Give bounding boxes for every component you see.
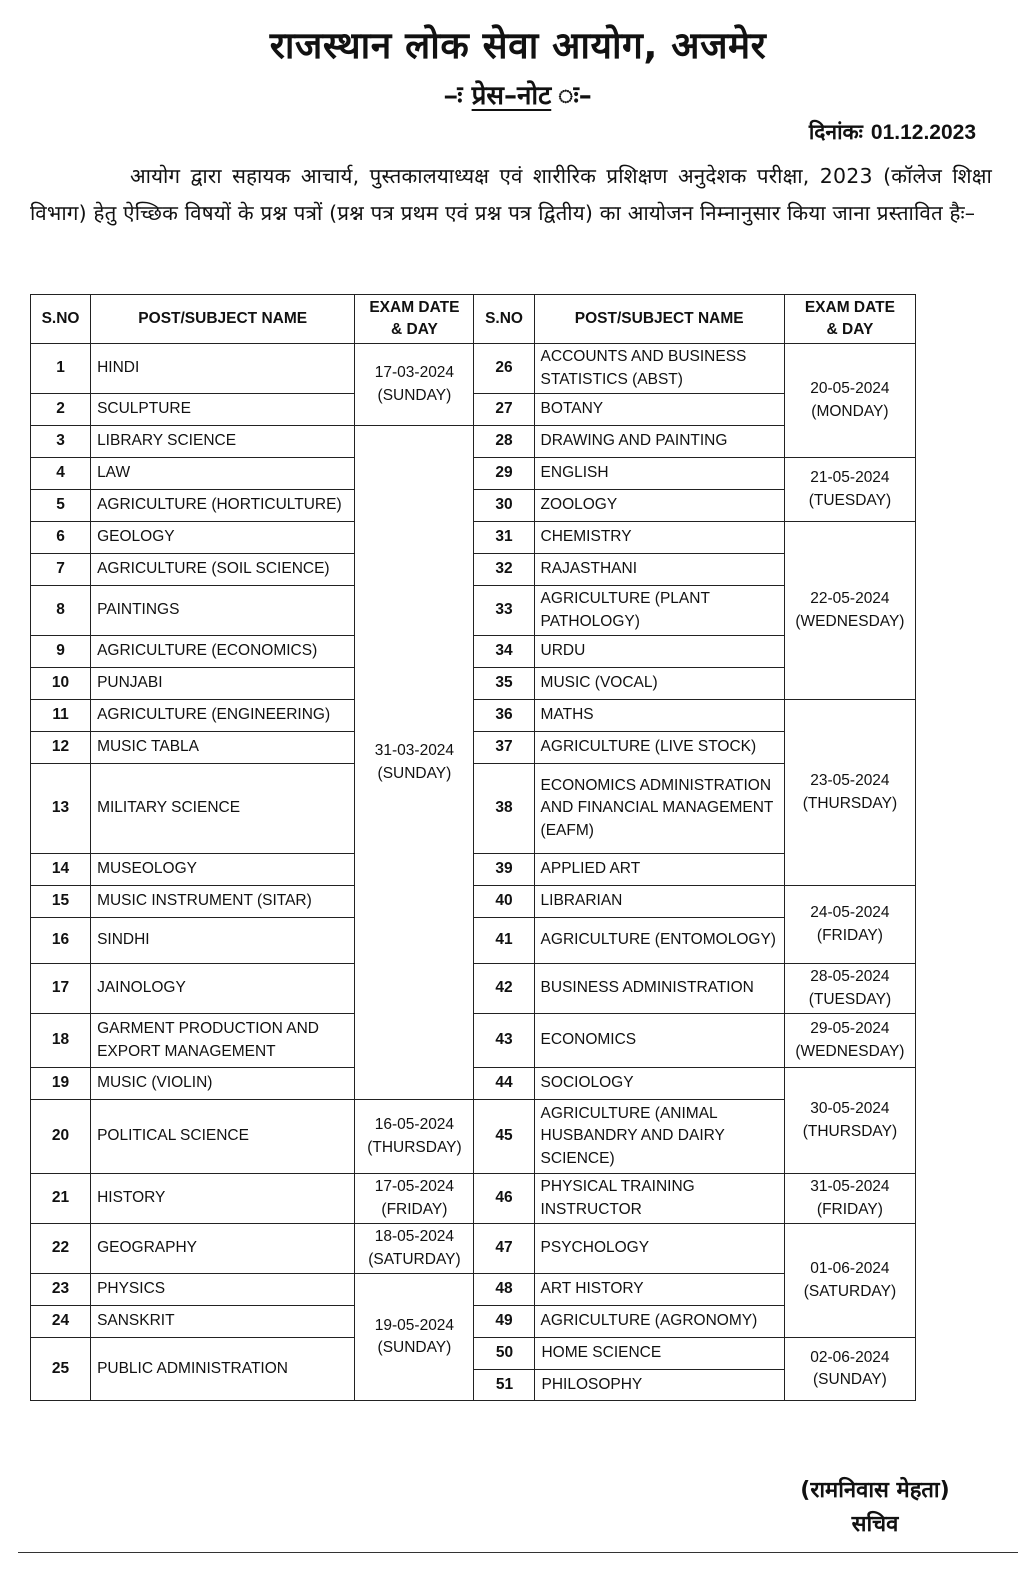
exam-date-cell [784,522,915,700]
subject-name: MUSIC (VIOLIN) [91,1068,355,1100]
exam-schedule-table [30,294,916,1401]
table-row [31,764,916,854]
serial-number: 18 [31,1014,91,1068]
header-date-line1: EXAM DATE [804,298,895,316]
exam-day: (SATURDAY) [368,1250,461,1268]
exam-day: (FRIDAY) [816,1200,883,1218]
press-note-prefix: –ः [444,81,463,111]
header-date-line2: & DAY [391,321,438,338]
subject-name: GEOGRAPHY [91,1224,355,1274]
subject-name: ZOOLOGY [534,490,784,522]
subject-name: GARMENT PRODUCTION AND EXPORT MANAGEMENT [91,1014,355,1068]
exam-date: 31-05-2024 [810,1178,890,1195]
table-header-row [31,295,916,344]
exam-date-cell [784,458,915,522]
subject-name: ECONOMICS ADMINISTRATION AND FINANCIAL MANAGEMENT (EAFM) [534,764,784,854]
table-row [31,668,916,700]
exam-day: (SATURDAY) [803,1282,897,1300]
serial-number: 11 [31,700,91,732]
table-row [31,490,916,522]
serial-number: 33 [474,586,534,636]
exam-day: (THURSDAY) [367,1138,462,1156]
serial-number: 45 [474,1100,534,1174]
table-row [31,1224,916,1274]
table-row [31,700,916,732]
subject-name: PUNJABI [91,668,355,700]
serial-number: 23 [31,1274,91,1306]
serial-number: 4 [31,458,91,490]
subject-name: DRAWING AND PAINTING [534,426,784,458]
subject-name: LAW [91,458,355,490]
table-row [31,732,916,764]
table-row [31,1100,916,1174]
exam-day: (TUESDAY) [808,491,892,509]
serial-number: 10 [31,668,91,700]
serial-number: 26 [474,344,534,394]
serial-number: 39 [474,854,534,886]
serial-number: 25 [31,1338,91,1401]
serial-number: 48 [474,1274,534,1306]
table-row [31,426,916,458]
serial-number: 35 [474,668,534,700]
exam-day: (WEDNESDAY) [795,612,905,630]
exam-date: 28-05-2024 [810,968,890,985]
exam-date-cell [784,964,915,1014]
serial-number: 27 [474,394,534,426]
exam-day: (SUNDAY) [377,1339,452,1356]
table-row [474,1369,783,1400]
serial-number: 5 [31,490,91,522]
subject-name: GEOLOGY [91,522,355,554]
press-note-label: प्रेस–नोट [471,81,552,111]
exam-date: 21-05-2024 [810,469,890,486]
exam-date: 18-05-2024 [374,1228,455,1245]
exam-date-cell [784,886,915,964]
header-exam-date [355,295,474,344]
subject-name: HISTORY [91,1174,355,1224]
exam-date: 19-05-2024 [374,1316,455,1334]
date-label: दिनांकः [808,120,863,144]
serial-number: 37 [474,732,534,764]
exam-date: 23-05-2024 [810,772,890,789]
signatory-name: (रामनिवास मेहता) [800,1478,950,1503]
exam-date-cell [355,1224,474,1274]
serial-number: 36 [474,700,534,732]
exam-date-cell [784,1224,915,1338]
table-row [31,1068,916,1100]
table-row [31,636,916,668]
subject-name: MUSIC INSTRUMENT (SITAR) [91,886,355,918]
serial-number: 2 [31,394,91,426]
serial-number: 24 [31,1306,91,1338]
exam-date: 16-05-2024 [374,1116,455,1133]
table-row [474,1338,783,1369]
subject-name: BUSINESS ADMINISTRATION [534,964,784,1014]
exam-day: (FRIDAY) [381,1200,448,1218]
split-rows [474,1338,783,1400]
subject-name: ECONOMICS [534,1014,784,1068]
serial-number: 6 [31,522,91,554]
signature-block [780,1474,970,1542]
subject-name: PUBLIC ADMINISTRATION [91,1338,355,1401]
table-row [31,1014,916,1068]
exam-date: 24-05-2024 [810,904,890,921]
serial-number: 1 [31,344,91,394]
table-row [31,1338,916,1401]
exam-date-cell [355,1174,474,1224]
exam-date: 31-03-2024 [374,742,455,759]
intro-paragraph: आयोग द्वारा सहायक आचार्य, पुस्तकालयाध्यक्ष एवं शारीरिक प्रशिक्षण अनुदेशक परीक्षा, 2023 (कॉलेज शिक्षा विभाग) हेतु ऐच्छिक विषयों के प्रश्न पत्रों (प्रश्न पत्र प्रथम एवं प्रश्न पत्र द्वितीय) का आयोजन निम्नानुसार किया जाना प्रस्तावित हैः– [30,164,992,225]
header-subject: POST/SUBJECT NAME [534,295,784,344]
exam-date: 17-03-2024 [374,364,455,381]
serial-number: 15 [31,886,91,918]
serial-number: 19 [31,1068,91,1100]
serial-number: 46 [474,1174,534,1224]
subject-name: APPLIED ART [534,854,784,886]
serial-number: 17 [31,964,91,1014]
exam-date-cell [355,1274,474,1401]
serial-number: 41 [474,918,534,964]
serial-number: 40 [474,886,534,918]
subject-name: ART HISTORY [534,1274,784,1306]
table-row [31,886,916,918]
subject-name: SCULPTURE [91,394,355,426]
subject-name: PSYCHOLOGY [534,1224,784,1274]
table-row [31,854,916,886]
table-row [31,1274,916,1306]
exam-date-cell [784,1068,915,1174]
subject-name: JAINOLOGY [91,964,355,1014]
subject-name: SOCIOLOGY [534,1068,784,1100]
serial-number: 38 [474,764,534,854]
serial-number: 20 [31,1100,91,1174]
serial-number: 16 [31,918,91,964]
subject-name: URDU [534,636,784,668]
subject-name: AGRICULTURE (ECONOMICS) [91,636,355,668]
subject-name: AGRICULTURE (ENTOMOLOGY) [534,918,784,964]
serial-number: 44 [474,1068,534,1100]
subject-name: AGRICULTURE (AGRONOMY) [534,1306,784,1338]
serial-number: 43 [474,1014,534,1068]
exam-date: 20-05-2024 [810,380,890,397]
exam-day: (FRIDAY) [816,926,883,944]
exam-date: 17-05-2024 [374,1178,455,1195]
serial-number: 47 [474,1224,534,1274]
header-date-line1: EXAM DATE [369,298,460,316]
subject-name: AGRICULTURE (PLANT PATHOLOGY) [534,586,784,636]
serial-number: 14 [31,854,91,886]
page-title: राजस्थान लोक सेवा आयोग, अजमेर [269,24,767,67]
subject-name: PHYSICS [91,1274,355,1306]
subject-name: MUSIC TABLA [91,732,355,764]
exam-date: 29-05-2024 [810,1020,890,1037]
serial-number: 51 [474,1369,535,1400]
table-row [31,394,916,426]
table-row [31,964,916,1014]
exam-date: 30-05-2024 [810,1100,890,1117]
header-subject: POST/SUBJECT NAME [91,295,355,344]
serial-number: 34 [474,636,534,668]
exam-date-cell [784,344,915,458]
exam-date-cell [355,1100,474,1174]
exam-day: (SUNDAY) [813,1371,887,1388]
exam-day: (THURSDAY) [802,794,898,812]
header-sno: S.NO [474,295,534,344]
serial-number: 8 [31,586,91,636]
signatory-designation: सचिव [851,1512,899,1537]
exam-date: 02-06-2024 [810,1348,890,1366]
exam-date-cell [355,344,474,426]
serial-number: 50 [474,1338,535,1369]
subject-name: SINDHI [91,918,355,964]
table-row [31,522,916,554]
bottom-divider [18,1552,1018,1553]
exam-day: (SUNDAY) [377,764,452,782]
subject-name: PAINTINGS [91,586,355,636]
serial-number: 29 [474,458,534,490]
subject-name: AGRICULTURE (SOIL SCIENCE) [91,554,355,586]
subject-name: CHEMISTRY [534,522,784,554]
header-date-line2: & DAY [826,321,874,338]
subject-name: PHILOSOPHY [535,1369,784,1400]
subject-name: ACCOUNTS AND BUSINESS STATISTICS (ABST) [534,344,784,394]
subject-name: BOTANY [534,394,784,426]
subject-name: PHYSICAL TRAINING INSTRUCTOR [534,1174,784,1224]
table-row [31,344,916,394]
serial-number: 49 [474,1306,534,1338]
exam-day: (THURSDAY) [802,1122,898,1140]
subject-name: MUSIC (VOCAL) [534,668,784,700]
serial-number: 42 [474,964,534,1014]
exam-day: (SUNDAY) [377,386,452,404]
subject-name: LIBRARIAN [534,886,784,918]
table-row [31,586,916,636]
exam-date-cell [784,1338,915,1401]
press-note-suffix: ः– [578,81,592,111]
table-row [31,1174,916,1224]
press-note-heading [0,76,1036,112]
header-sno: S.NO [31,295,91,344]
subject-name: AGRICULTURE (LIVE STOCK) [534,732,784,764]
serial-number: 12 [31,732,91,764]
subject-name: AGRICULTURE (HORTICULTURE) [91,490,355,522]
date-value: 01.12.2023 [870,121,976,144]
subject-name: MATHS [534,700,784,732]
subject-name: HOME SCIENCE [535,1338,784,1369]
issue-date [809,118,976,146]
subject-name: MUSEOLOGY [91,854,355,886]
serial-number: 30 [474,490,534,522]
subject-name: MILITARY SCIENCE [91,764,355,854]
exam-date: 01-06-2024 [810,1260,890,1277]
subject-name: HINDI [91,344,355,394]
serial-number: 28 [474,426,534,458]
serial-number: 7 [31,554,91,586]
subject-name: AGRICULTURE (ENGINEERING) [91,700,355,732]
exam-date-cell [784,1174,915,1224]
table-row [31,458,916,490]
exam-date: 22-05-2024 [810,590,890,607]
exam-date-cell [355,426,474,1100]
exam-day: (TUESDAY) [808,990,892,1008]
subject-name: RAJASTHANI [534,554,784,586]
serial-number: 13 [31,764,91,854]
table-row [31,918,916,964]
split-cell [474,1338,784,1401]
exam-date-cell [784,700,915,886]
table-row [31,1306,916,1338]
header-exam-date [784,295,915,344]
subject-name: AGRICULTURE (ANIMAL HUSBANDRY AND DAIRY SCIENCE) [534,1100,784,1174]
subject-name: SANSKRIT [91,1306,355,1338]
subject-name: LIBRARY SCIENCE [91,426,355,458]
serial-number: 9 [31,636,91,668]
exam-day: (WEDNESDAY) [795,1042,905,1060]
serial-number: 32 [474,554,534,586]
subject-name: ENGLISH [534,458,784,490]
serial-number: 3 [31,426,91,458]
serial-number: 31 [474,522,534,554]
exam-date-cell [784,1014,915,1068]
subject-name: POLITICAL SCIENCE [91,1100,355,1174]
serial-number: 21 [31,1174,91,1224]
table-row [31,554,916,586]
serial-number: 22 [31,1224,91,1274]
exam-day: (MONDAY) [811,402,889,420]
